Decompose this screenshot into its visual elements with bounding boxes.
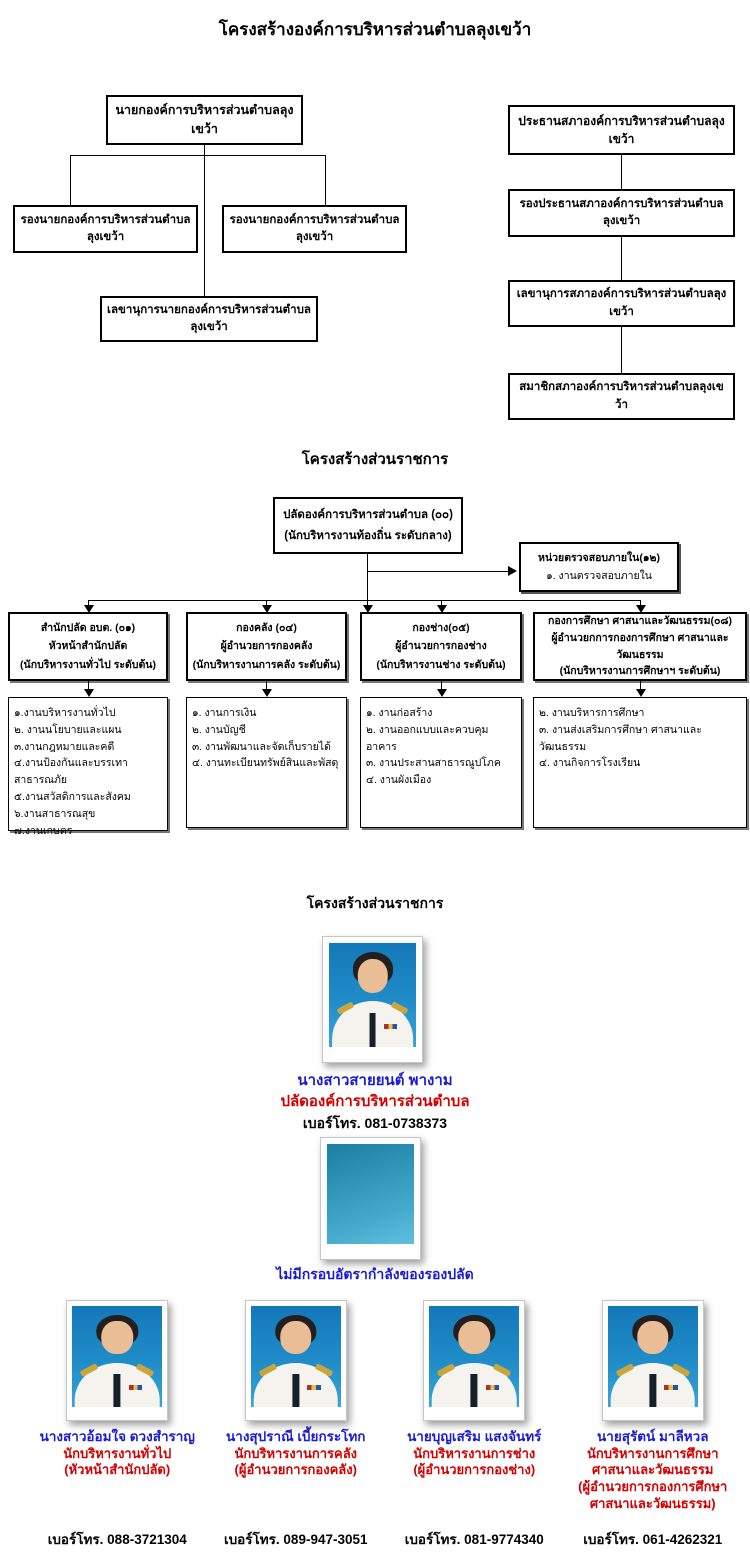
task-item: ๕.งานสวัสดิการและสังคม [14, 790, 131, 803]
person-portrait [608, 1306, 698, 1407]
vacant-photo-placeholder [320, 1137, 421, 1260]
chief-name: นางสาวสายยนต์ พางาม [297, 1072, 453, 1089]
portrait-ribbon-bar [307, 1385, 321, 1390]
person-portrait [429, 1306, 519, 1407]
position-line: (หัวหน้าสำนักปลัด) [64, 1462, 171, 1478]
task-list-public-works [360, 697, 522, 828]
position-line: นักบริหารงานทั่วไป [63, 1445, 172, 1461]
arrowhead-down [262, 689, 272, 697]
staff-phone: เบอร์โทร. 061-4262321 [583, 1532, 723, 1547]
portrait-tie [114, 1374, 121, 1407]
org-box-deputy-mayor-1: รองนายกองค์การบริหารส่วนตำบลลุงเขว้า [13, 205, 198, 253]
staff-name: นายสุรัตน์ มาลีหวล [597, 1429, 709, 1444]
connector-line [621, 237, 622, 280]
task-item: ๒. งานบริหารการศึกษา [539, 707, 645, 719]
staff-name: นางสุปราณี เบี้ยกระโทก [226, 1429, 366, 1444]
task-item: ๓. งานส่งเสริมการศึกษา ศาสนาและวัฒนธรรม [539, 723, 702, 753]
dept-title: สำนักปลัด อบต. (๐๑) [40, 621, 136, 634]
staff-phone: เบอร์โทร. 089-947-3051 [223, 1532, 368, 1547]
staff-name: นางสาวอ้อมใจ ดวงสำราญ [39, 1429, 195, 1444]
connector-line [70, 155, 326, 156]
position-line: นักบริหารงานการคลัง [234, 1445, 358, 1461]
task-item: ๑. งานการเงิน [192, 707, 257, 719]
portrait-face [637, 1321, 669, 1354]
connector-line [621, 327, 622, 373]
portrait-photo [602, 1300, 704, 1421]
staff-card [207, 1300, 386, 1552]
arrowhead-down [437, 689, 447, 697]
staff-position [578, 1446, 727, 1514]
connector-line [88, 600, 641, 601]
portrait-face [280, 1321, 312, 1354]
org-box-mayor-secretary: เลขานุการนายกองค์การบริหารส่วนตำบลลุงเขว้า [100, 296, 318, 342]
portrait-face [102, 1321, 134, 1354]
connector-line [367, 571, 509, 572]
org-box-council-members: สมาชิกสภาองค์การบริหารส่วนตำบลลุงเขว้า [508, 373, 735, 420]
vacancy-note: ไม่มีกรอบอัตรากำลังของรองปลัด [276, 1266, 474, 1282]
connector-line [204, 145, 205, 296]
task-item: ๑.งานบริหารงานทั่วไป [14, 707, 116, 719]
portrait-tie [649, 1374, 656, 1407]
connector-line [621, 155, 622, 189]
staff-position [413, 1446, 535, 1480]
dept-box-office-of-chief [8, 612, 168, 681]
org-box-chief-administrator [273, 497, 463, 554]
chief-position: ปลัดองค์การบริหารส่วนตำบล [280, 1093, 470, 1110]
connector-line [367, 554, 368, 600]
dept-head: หัวหน้าสำนักปลัด [48, 640, 128, 653]
dept-box-public-works [360, 612, 522, 681]
position-line: ศาสนาและวัฒนธรรม) [589, 1496, 716, 1512]
portrait-tie [471, 1374, 478, 1407]
task-item: ๑. งานก่อสร้าง [366, 707, 433, 719]
staff-phone: เบอร์โทร. 088-3721304 [47, 1532, 187, 1547]
internal-audit-item: ๑. งานตรวจสอบภายใน [546, 570, 652, 582]
portrait-ribbon-bar [384, 1024, 397, 1029]
dept-head: ผู้อำนวยการกองคลัง [220, 640, 313, 653]
dept-title: กองการศึกษา ศาสนาและวัฒนธรรม(๐๘) [548, 614, 732, 627]
civil-service-heading: โครงสร้างส่วนราชการ [301, 451, 449, 468]
portrait-photo [66, 1300, 168, 1421]
portrait-ribbon-bar [664, 1385, 678, 1390]
dept-level: (นักบริหารงานการศึกษาฯ ระดับต้น) [559, 665, 721, 678]
arrowhead-right [508, 566, 517, 576]
staff-position [234, 1446, 357, 1480]
position-line: (ผู้อำนวยการกองคลัง) [234, 1462, 357, 1478]
dept-title: กองช่าง(๐๕) [412, 621, 470, 634]
chief-administrator-level: (นักบริหารงานท้องถิ่น ระดับกลาง) [284, 529, 452, 542]
task-item: ๓.งานกฎหมายและคดี [14, 740, 115, 753]
task-list-office-of-chief [8, 697, 168, 837]
chief-administrator-title: ปลัดองค์การบริหารส่วนตำบล (๐๐) [283, 508, 453, 521]
portrait-photo [245, 1300, 347, 1421]
org-box-deputy-mayor-2: รองนายกองค์การบริหารส่วนตำบลลุงเขว้า [222, 205, 407, 253]
org-box-internal-audit [519, 542, 679, 592]
staff-row [28, 1300, 742, 1552]
arrowhead-down [84, 689, 94, 697]
page-title: โครงสร้างองค์การบริหารส่วนตำบลลุงเขว้า [218, 20, 532, 39]
dept-level: (นักบริหารงานทั่วไป ระดับต้น) [20, 658, 156, 671]
dept-level: (นักบริหารงานการคลัง ระดับต้น) [192, 658, 341, 671]
person-portrait [72, 1306, 162, 1407]
task-item: ๓. งานประสานสาธารณูปโภค [366, 757, 501, 770]
portrait-photo-chief [322, 936, 423, 1063]
task-list-finance [186, 697, 347, 828]
dept-head: ผู้อำนวยกการกองการศึกษา ศาสนาและวัฒนธรรม [551, 631, 729, 661]
staff-phone: เบอร์โทร. 081-9774340 [404, 1532, 544, 1547]
portrait-tie [292, 1374, 299, 1407]
person-portrait [329, 943, 416, 1047]
org-box-council-chairman: ประธานสภาองค์การบริหารส่วนตำบลลุงเขว้า [508, 105, 735, 155]
staff-name: นายบุญเสริม แสงจันทร์ [407, 1429, 542, 1444]
task-item: ๔. งานทะเบียนทรัพย์สินและพัสดุ [192, 757, 339, 770]
task-list-education [533, 697, 747, 828]
position-line: นักบริหารงานการช่าง [413, 1445, 536, 1461]
dept-title: กองคลัง (๐๔) [236, 621, 297, 634]
portrait-ribbon-bar [486, 1385, 500, 1390]
portrait-tie [369, 1013, 376, 1047]
position-line: (ผู้อำนวยการกองช่าง) [413, 1462, 536, 1478]
dept-box-education [533, 612, 747, 681]
position-line: ศาสนาและวัฒนธรรม [592, 1462, 714, 1478]
dept-head: ผู้อำนวยการกองช่าง [395, 640, 487, 653]
task-item: ๒. งานออกแบบและควบคุมอาคาร [366, 723, 489, 753]
connector-line [325, 155, 326, 205]
arrowhead-down [636, 689, 646, 697]
task-item: ๖.งานสาธารณสุข [14, 807, 96, 820]
personnel-heading: โครงสร้างส่วนราชการ [306, 895, 444, 911]
staff-position [63, 1446, 171, 1480]
org-box-mayor: นายกองค์การบริหารส่วนตำบลลุงเขว้า [106, 95, 303, 145]
org-box-council-secretary: เลขานุการสภาองค์การบริหารส่วนตำบลลุงเขว้า [508, 280, 735, 327]
task-item: ๒. งานนโยบายและแผน [14, 723, 122, 736]
position-line: นักบริหารงานการศึกษา [586, 1445, 719, 1461]
portrait-face [357, 959, 387, 993]
task-item: ๔.งานป้องกันและบรรเทาสาธารณภัย [14, 757, 128, 787]
connector-line [70, 155, 71, 205]
task-item: ๗.งานเกษตร [14, 824, 73, 837]
chief-phone: เบอร์โทร. 081-0738373 [302, 1115, 448, 1131]
task-item: ๔. งานผังเมือง [366, 774, 432, 787]
portrait-face [459, 1321, 491, 1354]
task-item: ๓. งานพัฒนาและจัดเก็บรายได้ [192, 740, 331, 753]
staff-card [385, 1300, 564, 1552]
org-box-council-vice-chairman: รองประธานสภาองค์การบริหารส่วนตำบลลุงเขว้า [508, 189, 735, 237]
dept-box-finance [186, 612, 347, 681]
staff-card [28, 1300, 207, 1552]
portrait-photo [423, 1300, 525, 1421]
person-portrait [251, 1306, 341, 1407]
staff-card [564, 1300, 743, 1552]
dept-level: (นักบริหารงานช่าง ระดับต้น) [376, 658, 506, 671]
task-item: ๔. งานกิจการโรงเรียน [539, 757, 641, 770]
empty-portrait [327, 1144, 414, 1244]
position-line: (ผู้อำนวยการกองการศึกษา [578, 1479, 728, 1495]
task-item: ๒. งานบัญชี [192, 723, 246, 736]
internal-audit-title: หน่วยตรวจสอบภายใน(๑๒) [538, 551, 660, 564]
portrait-ribbon-bar [129, 1385, 143, 1390]
